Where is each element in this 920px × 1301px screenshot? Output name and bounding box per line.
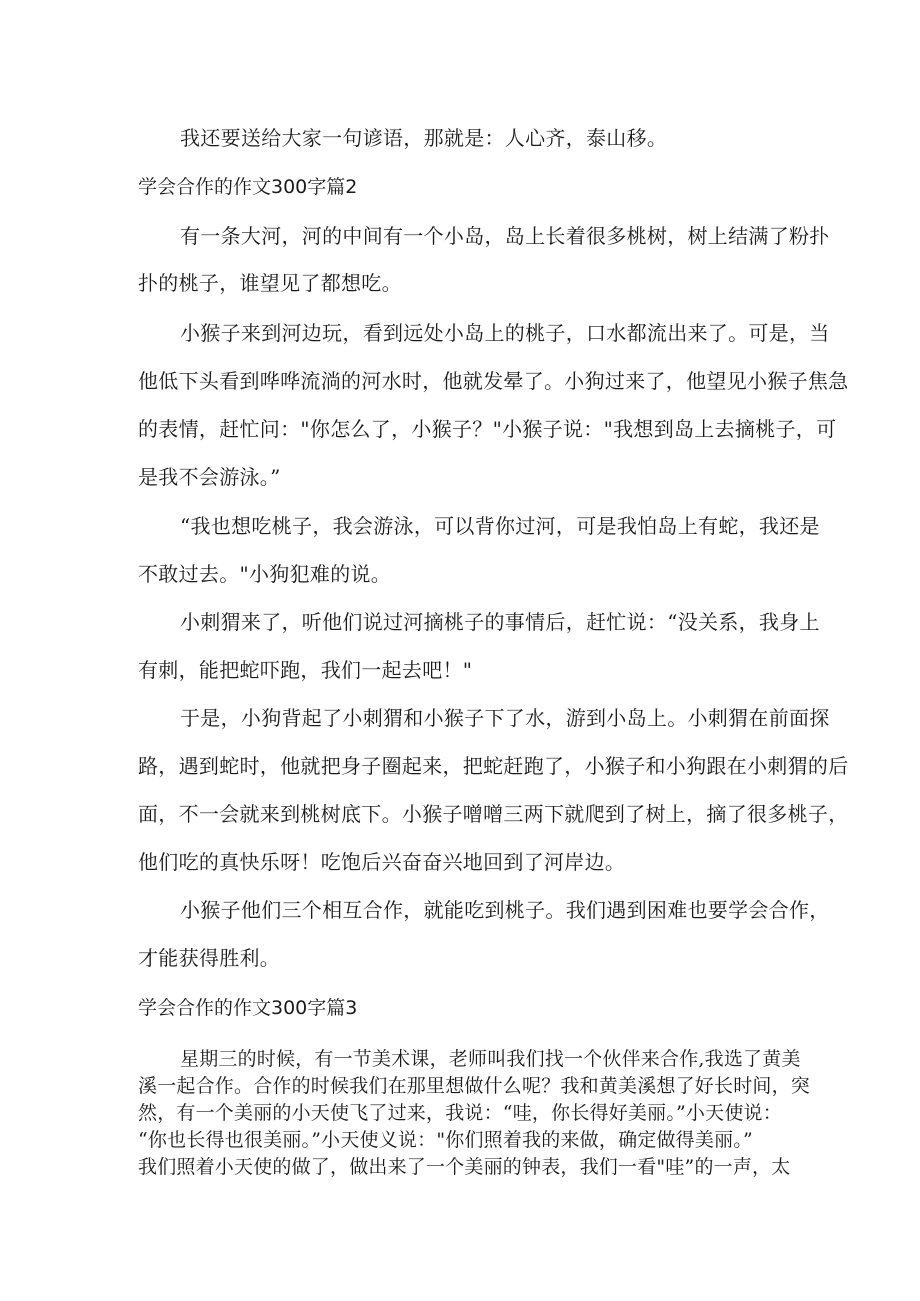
paragraph-line: 然，有一个美丽的小天使飞了过来，我说：“哇，你长得好美丽。”小天使说： — [138, 1102, 782, 1124]
paragraph-line: 溪一起合作。合作的时候我们在那里想做什么呢？我和黄美溪想了好长时间，突 — [138, 1075, 811, 1097]
paragraph-line: 星期三的时候，有一节美术课，老师叫我们找一个伙伴来合作,我选了黄美 — [180, 1048, 801, 1070]
paragraph-line: 才能获得胜利。 — [138, 946, 281, 970]
paragraph-line: 他低下头看到哗哗流淌的河水时，他就发晕了。小狗过来了，他望见小猴子焦急 — [138, 369, 849, 393]
section-heading-2: 学会合作的作文300字篇2 — [138, 176, 358, 198]
paragraph-line: “你也长得也很美丽。”小天使义说："你们照着我的来做，确定做得美丽。” — [138, 1129, 753, 1151]
intro-line: 我还要送给大家一句谚语，那就是：人心齐，泰山移。 — [180, 126, 668, 150]
paragraph-line: 小刺猬来了，听他们说过河摘桃子的事情后，赶忙说：“没关系，我身上 — [180, 610, 820, 634]
paragraph-line: 于是，小狗背起了小刺猬和小猴子下了水，游到小岛上。小刺猬在前面探 — [180, 706, 830, 730]
paragraph-line: 小猴子来到河边玩，看到远处小岛上的桃子，口水都流出来了。可是，当 — [180, 321, 830, 345]
section-heading-3: 学会合作的作文300字篇3 — [138, 997, 358, 1019]
paragraph-line: 扑的桃子，谁望见了都想吃。 — [138, 271, 402, 295]
paragraph-line: 是我不会游泳。” — [138, 465, 281, 489]
paragraph-line: 的表情，赶忙问："你怎么了，小猴子？"小猴子说："我想到岛上去摘桃子，可 — [138, 417, 837, 441]
paragraph-line: 他们吃的真快乐呀！吃饱后兴奋奋兴地回到了河岸边。 — [138, 850, 626, 874]
paragraph-line: 有刺，能把蛇吓跑，我们一起去吧！" — [138, 658, 473, 682]
paragraph-line: “我也想吃桃子，我会游泳，可以背你过河，可是我怕岛上有蛇，我还是 — [180, 514, 820, 538]
paragraph-line: 小猴子他们三个相互合作，就能吃到桃子。我们遇到困难也要学会合作， — [180, 898, 830, 922]
paragraph-line: 路，遇到蛇时，他就把身子圈起来，把蛇赶跑了，小猴子和小狗跟在小刺猬的后 — [138, 754, 849, 778]
paragraph-line: 我们照着小天使的做了，做出来了一个美丽的钟表，我们一看"哇”的一声，太 — [138, 1156, 791, 1178]
paragraph-line: 有一条大河，河的中间有一个小岛，岛上长着很多桃树，树上结满了粉扑 — [180, 224, 830, 248]
paragraph-line: 面，不一会就来到桃树底下。小猴子噌噌三两下就爬到了树上，摘了很多桃子， — [138, 802, 849, 826]
paragraph-line: 不敢过去。"小狗犯难的说。 — [138, 562, 392, 586]
